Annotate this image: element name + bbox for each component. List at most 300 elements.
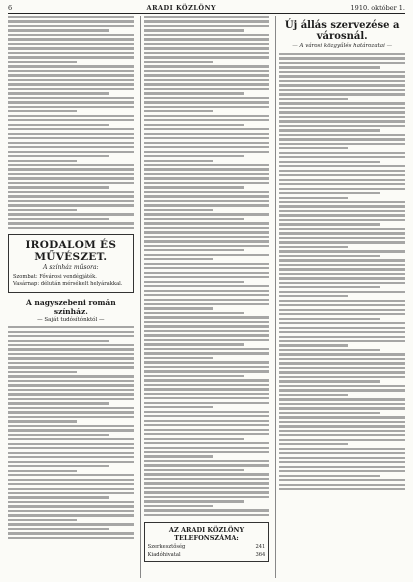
text-line	[8, 353, 134, 355]
text-line	[279, 89, 405, 91]
newspaper-title: ARADI KÖZLÖNY	[146, 4, 217, 12]
text-line	[144, 514, 270, 516]
text-line	[279, 259, 405, 261]
text-line	[144, 276, 270, 278]
text-line	[8, 218, 109, 220]
text-line	[279, 250, 405, 252]
text-line	[144, 263, 270, 265]
text-line	[8, 496, 109, 498]
text-line	[144, 227, 270, 229]
text-line	[8, 88, 134, 90]
text-line	[144, 106, 270, 108]
phone-row	[148, 544, 266, 550]
text-line	[279, 475, 380, 477]
text-line	[144, 303, 270, 305]
text-line	[279, 255, 380, 257]
text-line	[8, 200, 134, 202]
text-line	[279, 179, 405, 181]
text-line	[279, 264, 405, 266]
text-line	[279, 300, 405, 302]
phone-label: Kiadóhivatal	[147, 552, 181, 559]
text-line	[144, 267, 270, 269]
text-line	[144, 397, 270, 399]
text-line	[144, 43, 270, 45]
text-line	[279, 237, 405, 239]
text-line	[8, 447, 134, 449]
text-line	[8, 65, 134, 67]
text-line	[8, 532, 134, 534]
text-line	[144, 455, 213, 457]
text-line	[279, 120, 405, 122]
text-line	[144, 352, 270, 354]
text-line	[8, 124, 109, 126]
text-line	[279, 295, 348, 297]
text-line	[8, 384, 134, 386]
text-line	[144, 496, 270, 498]
column-left	[8, 16, 134, 578]
text-line	[8, 97, 134, 99]
text-line	[144, 361, 270, 363]
text-line	[144, 334, 270, 336]
text-line	[279, 80, 405, 82]
text-line	[8, 222, 134, 224]
text-line	[144, 438, 245, 440]
text-line	[279, 241, 405, 243]
text-line	[144, 307, 213, 309]
text-line	[279, 134, 405, 136]
text-line	[8, 160, 77, 162]
text-line	[8, 47, 134, 49]
text-line	[279, 479, 405, 481]
text-line	[8, 70, 134, 72]
text-line	[144, 299, 270, 301]
text-line	[144, 177, 270, 179]
text-line	[144, 473, 270, 475]
text-line	[279, 210, 405, 212]
text-line	[8, 25, 134, 27]
literature-section-box	[8, 234, 134, 293]
text-line	[279, 313, 405, 315]
text-line	[8, 425, 134, 427]
text-line	[8, 29, 109, 31]
text-line	[8, 537, 134, 539]
text-line	[279, 484, 405, 486]
text-line	[279, 309, 405, 311]
text-line	[144, 388, 270, 390]
text-line	[144, 115, 270, 117]
theatre-info-line: Vasárnap: délután mérsékelt helyárakkal.	[13, 280, 123, 287]
page-header	[8, 4, 405, 14]
text-line	[144, 155, 245, 157]
text-line	[8, 438, 134, 440]
text-line	[279, 457, 405, 459]
text-line	[279, 205, 405, 207]
text-line	[279, 66, 380, 68]
text-line	[279, 291, 405, 293]
theatre-info-line: Szombat: Fővárosi vendégjáték.	[13, 274, 97, 281]
text-line	[144, 191, 270, 193]
text-line	[8, 61, 77, 63]
text-line	[8, 331, 134, 333]
column-middle	[140, 16, 270, 578]
issue-date: 1910. október 1.	[350, 4, 405, 12]
text-line	[279, 353, 405, 355]
text-line	[8, 429, 134, 431]
text-line	[144, 70, 270, 72]
text-line	[144, 61, 213, 63]
text-line	[8, 505, 134, 507]
text-line	[8, 79, 134, 81]
text-line	[144, 433, 270, 435]
text-line	[144, 38, 270, 40]
text-line	[144, 222, 270, 224]
text-line	[144, 182, 270, 184]
text-line	[144, 209, 213, 211]
text-line	[8, 519, 77, 521]
text-line	[8, 452, 134, 454]
text-line	[144, 357, 213, 359]
text-line	[144, 52, 270, 54]
theatre-article-title: A nagyszebeni román színház.	[25, 298, 116, 317]
text-line	[279, 367, 405, 369]
text-line	[8, 20, 134, 22]
text-line	[144, 47, 270, 49]
text-line	[279, 318, 380, 320]
text-line	[8, 38, 134, 40]
phone-row	[148, 552, 266, 558]
text-line	[144, 482, 270, 484]
text-line	[279, 116, 405, 118]
text-line	[279, 111, 405, 113]
text-line	[279, 461, 405, 463]
text-line	[279, 282, 405, 284]
text-line	[144, 469, 245, 471]
text-line	[8, 43, 134, 45]
text-line	[144, 146, 270, 148]
text-line	[279, 286, 380, 288]
text-line	[144, 339, 270, 341]
text-line	[144, 429, 270, 431]
text-line	[8, 474, 134, 476]
text-line	[144, 451, 270, 453]
text-line	[144, 487, 270, 489]
text-line	[279, 93, 405, 95]
text-line	[144, 330, 270, 332]
text-line	[144, 128, 270, 130]
text-line	[144, 65, 270, 67]
text-line	[279, 403, 405, 405]
text-line	[8, 209, 77, 211]
text-line	[279, 416, 405, 418]
text-line	[144, 25, 270, 27]
text-line	[279, 304, 405, 306]
text-line	[279, 223, 380, 225]
text-line	[144, 34, 270, 36]
text-line	[279, 443, 348, 445]
text-line	[8, 142, 134, 144]
text-line	[279, 102, 405, 104]
text-line	[279, 412, 380, 414]
text-line	[8, 357, 134, 359]
text-line	[8, 213, 134, 215]
text-line	[144, 97, 270, 99]
text-line	[8, 483, 134, 485]
text-line	[279, 98, 348, 100]
text-line	[279, 214, 405, 216]
text-line	[8, 101, 134, 103]
text-line	[279, 434, 405, 436]
text-line	[8, 375, 134, 377]
text-line	[8, 528, 109, 530]
text-line	[279, 156, 405, 158]
text-line	[8, 34, 134, 36]
text-line	[279, 197, 348, 199]
text-line	[279, 376, 405, 378]
text-line	[8, 128, 134, 130]
text-line	[8, 115, 134, 117]
text-line	[279, 152, 405, 154]
text-line	[144, 200, 270, 202]
text-line	[144, 325, 270, 327]
literature-subtitle: A színház műsora:	[43, 264, 99, 272]
text-line	[279, 331, 405, 333]
text-line	[144, 133, 270, 135]
text-line	[144, 74, 270, 76]
article-heading: Új állás szervezése a városnál.	[284, 20, 400, 42]
text-line	[8, 402, 109, 404]
text-line	[279, 322, 405, 324]
text-line	[279, 336, 405, 338]
text-line	[279, 219, 405, 221]
text-line	[8, 461, 134, 463]
text-line	[8, 470, 77, 472]
text-line	[279, 371, 405, 373]
text-line	[8, 492, 134, 494]
text-line	[8, 389, 134, 391]
text-line	[144, 16, 270, 18]
text-line	[144, 411, 270, 413]
text-line	[144, 406, 213, 408]
text-line	[8, 411, 134, 413]
text-line	[8, 186, 109, 188]
text-line	[8, 380, 134, 382]
column-right	[275, 16, 405, 578]
text-line	[8, 137, 134, 139]
text-line	[144, 168, 270, 170]
text-line	[279, 488, 405, 490]
text-line	[279, 53, 405, 55]
text-line	[144, 79, 270, 81]
text-line	[279, 183, 405, 185]
text-line	[8, 133, 134, 135]
text-line	[8, 204, 134, 206]
text-line	[279, 389, 405, 391]
text-line	[8, 366, 134, 368]
text-line	[8, 83, 134, 85]
text-line	[144, 254, 270, 256]
text-line	[8, 74, 134, 76]
text-line	[8, 510, 134, 512]
text-line	[8, 326, 134, 328]
text-line	[8, 398, 134, 400]
text-line	[8, 434, 109, 436]
text-line	[279, 470, 405, 472]
text-line	[279, 452, 405, 454]
text-line	[279, 340, 405, 342]
text-line	[8, 344, 134, 346]
text-line	[144, 290, 270, 292]
text-line	[8, 416, 134, 418]
text-line	[144, 101, 270, 103]
text-line	[8, 393, 134, 395]
text-line	[279, 147, 348, 149]
text-line	[144, 505, 213, 507]
text-line	[144, 119, 270, 121]
text-line	[279, 268, 405, 270]
text-line	[8, 177, 134, 179]
text-line	[144, 491, 270, 493]
text-line	[8, 106, 134, 108]
text-line	[8, 195, 134, 197]
text-line	[144, 236, 270, 238]
text-line	[144, 231, 270, 233]
text-line	[279, 439, 405, 441]
text-line	[144, 460, 270, 462]
text-line	[8, 443, 134, 445]
text-line	[279, 344, 348, 346]
text-line	[144, 240, 270, 242]
text-line	[279, 75, 405, 77]
text-line	[144, 447, 270, 449]
text-line	[144, 56, 270, 58]
text-line	[144, 204, 270, 206]
text-line	[279, 327, 405, 329]
text-line	[279, 232, 405, 234]
phone-value: 241	[255, 544, 266, 551]
text-line	[279, 192, 380, 194]
text-line	[8, 479, 134, 481]
text-line	[279, 385, 405, 387]
text-line	[144, 316, 270, 318]
newspaper-page	[8, 4, 405, 578]
text-line	[279, 201, 405, 203]
text-line	[8, 227, 134, 229]
text-line	[144, 464, 270, 466]
text-line	[8, 173, 134, 175]
text-line	[279, 228, 405, 230]
literature-title: IRODALOM ÉS MŰVÉSZET.	[25, 239, 117, 264]
text-line	[279, 380, 380, 382]
text-line	[279, 84, 405, 86]
text-line	[279, 448, 405, 450]
text-line	[144, 379, 270, 381]
text-line	[144, 348, 270, 350]
text-line	[144, 195, 270, 197]
text-line	[8, 523, 134, 525]
text-line	[144, 370, 270, 372]
text-line	[144, 294, 270, 296]
text-line	[144, 272, 270, 274]
text-line	[279, 430, 405, 432]
text-line	[8, 371, 77, 373]
text-line	[144, 500, 245, 502]
phone-value: 364	[255, 552, 266, 559]
theatre-article-subtitle: — Saját tudósítónktól —	[37, 317, 105, 324]
text-line	[8, 182, 134, 184]
text-line	[279, 407, 405, 409]
text-line	[8, 340, 109, 342]
text-line	[8, 119, 134, 121]
text-line	[144, 258, 213, 260]
text-line	[8, 16, 134, 18]
text-line	[279, 165, 405, 167]
text-line	[279, 62, 405, 64]
text-line	[8, 168, 134, 170]
text-line	[279, 174, 405, 176]
text-line	[8, 407, 134, 409]
text-line	[8, 110, 77, 112]
text-line	[8, 348, 134, 350]
text-line	[144, 88, 270, 90]
text-line	[279, 246, 348, 248]
text-line	[144, 83, 270, 85]
text-line	[144, 110, 213, 112]
text-line	[144, 173, 270, 175]
text-line	[144, 245, 270, 247]
text-line	[279, 425, 405, 427]
text-line	[144, 384, 270, 386]
text-line	[8, 92, 109, 94]
text-line	[8, 56, 134, 58]
text-line	[8, 456, 134, 458]
text-line	[279, 398, 405, 400]
text-line	[8, 488, 134, 490]
phone-box	[144, 522, 270, 562]
text-line	[144, 249, 245, 251]
text-line	[144, 420, 270, 422]
text-line	[144, 478, 270, 480]
text-line	[144, 402, 270, 404]
text-line	[279, 161, 380, 163]
text-line	[144, 160, 213, 162]
text-line	[279, 143, 405, 145]
text-line	[279, 466, 405, 468]
text-line	[144, 321, 270, 323]
article-subheading: — A városi közgyűlés határozatai —	[292, 43, 393, 49]
text-line	[8, 420, 77, 422]
text-line	[144, 424, 270, 426]
text-line	[8, 151, 134, 153]
text-line	[8, 362, 134, 364]
text-line	[144, 218, 245, 220]
text-line	[8, 155, 109, 157]
text-line	[8, 191, 134, 193]
text-line	[144, 509, 270, 511]
phone-label: Szerkesztőség	[147, 544, 186, 551]
text-line	[144, 151, 270, 153]
text-line	[279, 394, 348, 396]
text-line	[279, 125, 405, 127]
text-line	[8, 146, 134, 148]
text-line	[144, 124, 245, 126]
text-line	[144, 375, 245, 377]
text-line	[8, 52, 134, 54]
text-line	[279, 188, 405, 190]
text-line	[279, 362, 405, 364]
text-line	[279, 129, 380, 131]
text-line	[144, 343, 245, 345]
text-line	[144, 20, 270, 22]
